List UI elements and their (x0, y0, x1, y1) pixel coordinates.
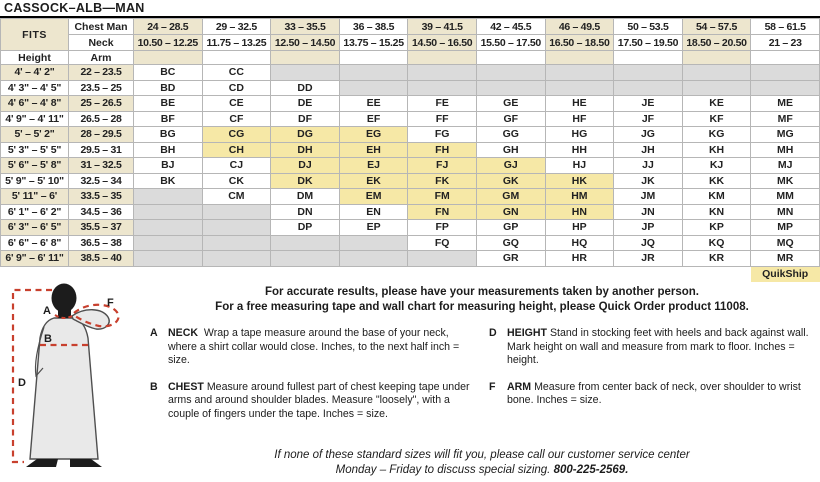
size-code-cell: MM (751, 189, 820, 205)
height-cell: 6' 9" – 6' 11" (1, 251, 69, 267)
empty-cell (202, 204, 271, 220)
empty-cell (339, 251, 408, 267)
arm-cell: 23.5 – 25 (69, 80, 134, 96)
empty-cell (682, 65, 751, 81)
size-code-cell: HQ (545, 235, 614, 251)
size-table-row (1, 173, 820, 189)
size-code-cell: DE (271, 96, 340, 112)
size-table-row (1, 96, 820, 112)
instruction-text: Wrap a tape measure around the base of your neck, where a shirt collar would close. Inches, to the next half inch = size. (168, 327, 460, 367)
size-code-cell: GN (476, 204, 545, 220)
figure-head (52, 284, 77, 313)
instruction-term: HEIGHT (507, 327, 548, 339)
instruction-letter: D (489, 327, 497, 339)
quikship-spacer-cell (476, 266, 545, 282)
size-code-cell: BJ (134, 158, 203, 174)
size-code-cell: BG (134, 127, 203, 143)
size-code-cell: EE (339, 96, 408, 112)
size-code-cell: KF (682, 111, 751, 127)
instruction-body (507, 381, 814, 408)
figure-label-d: D (18, 377, 26, 389)
size-code-cell: CE (202, 96, 271, 112)
instruction-term: ARM (507, 380, 532, 393)
size-code-cell: FF (408, 111, 477, 127)
neck-row-label: Neck (69, 35, 134, 51)
instruction-arm (489, 381, 814, 408)
neck-range-cell: 21 – 23 (751, 35, 820, 51)
size-code-cell: MN (751, 204, 820, 220)
spacer-cell (751, 51, 820, 65)
size-code-cell: DP (271, 220, 340, 236)
figure-label-a: A (43, 305, 51, 317)
footer-line-1: If none of these standard sizes will fit you, please call our customer service center (274, 448, 690, 461)
figure-label-f: F (107, 297, 114, 309)
size-code-cell: MR (751, 251, 820, 267)
chest-range-cell: 54 – 57.5 (682, 19, 751, 35)
empty-cell (682, 80, 751, 96)
instruction-body (168, 327, 475, 368)
size-code-cell: CD (202, 80, 271, 96)
empty-cell (202, 220, 271, 236)
size-code-cell: FG (408, 127, 477, 143)
size-code-cell: MQ (751, 235, 820, 251)
empty-cell (134, 220, 203, 236)
size-code-cell: EJ (339, 158, 408, 174)
figure-right-foot (70, 459, 102, 467)
height-cell: 6' 1" – 6' 2" (1, 204, 69, 220)
chest-range-cell: 42 – 45.5 (476, 19, 545, 35)
arm-cell: 31 – 32.5 (69, 158, 134, 174)
size-code-cell: MJ (751, 158, 820, 174)
empty-cell (339, 65, 408, 81)
arm-cell: 26.5 – 28 (69, 111, 134, 127)
cassock-measurement-figure (0, 283, 128, 477)
arm-cell: 25 – 26.5 (69, 96, 134, 112)
spacer-cell (476, 51, 545, 65)
arm-cell: 33.5 – 35 (69, 189, 134, 205)
size-code-cell: JH (614, 142, 683, 158)
height-cell: 5' – 5' 2" (1, 127, 69, 143)
size-code-cell: GF (476, 111, 545, 127)
size-code-cell: BH (134, 142, 203, 158)
height-cell: 4' 9" – 4' 11" (1, 111, 69, 127)
empty-cell (476, 80, 545, 96)
chest-range-cell: 39 – 41.5 (408, 19, 477, 35)
empty-cell (134, 235, 203, 251)
phone-number: 800-225-2569. (553, 463, 629, 476)
height-cell: 6' 3" – 6' 5" (1, 220, 69, 236)
size-code-cell: JG (614, 127, 683, 143)
figure-label-b: B (44, 333, 52, 345)
size-code-cell: FJ (408, 158, 477, 174)
empty-cell (751, 65, 820, 81)
size-table-row (1, 80, 820, 96)
footer-line-2 (150, 463, 814, 478)
height-cell: 5' 3" – 5' 5" (1, 142, 69, 158)
size-code-cell: JE (614, 96, 683, 112)
chest-range-cell: 50 – 53.5 (614, 19, 683, 35)
size-code-cell: FN (408, 204, 477, 220)
empty-cell (408, 65, 477, 81)
size-code-cell: DM (271, 189, 340, 205)
instruction-text: Measure around fullest part of chest keeping tape under arms and around shoulder blades. Measure "loosely", with a couple of fingers under the tape. Inches = size. (168, 380, 470, 420)
size-code-cell: JJ (614, 158, 683, 174)
fits-header-cell: FITS (1, 19, 69, 51)
size-code-cell: JM (614, 189, 683, 205)
arm-cell: 35.5 – 37 (69, 220, 134, 236)
size-code-cell: KK (682, 173, 751, 189)
instruction-text: Measure from center back of neck, over shoulder to wrist bone. Inches = size. (507, 380, 801, 407)
size-code-cell: CJ (202, 158, 271, 174)
note-line-2: For a free measuring tape and wall chart for measuring height, please Quick Order product 11008. (215, 300, 749, 313)
neck-range-cell: 15.50 – 17.50 (476, 35, 545, 51)
arm-column-header: Arm (69, 51, 134, 65)
size-code-cell: HN (545, 204, 614, 220)
footer-line-2-text: Monday – Friday to discuss special sizing. (335, 463, 551, 476)
instructions-right-column (489, 327, 814, 435)
measuring-instructions (150, 327, 814, 435)
size-code-cell: JQ (614, 235, 683, 251)
neck-range-cell: 12.50 – 14.50 (271, 35, 340, 51)
quikship-spacer-cell (69, 266, 134, 282)
empty-cell (134, 204, 203, 220)
size-code-cell: HM (545, 189, 614, 205)
size-code-cell: GP (476, 220, 545, 236)
size-code-cell: EP (339, 220, 408, 236)
size-code-cell: BK (134, 173, 203, 189)
height-column-header: Height (1, 51, 69, 65)
empty-cell (614, 80, 683, 96)
size-table-row (1, 65, 820, 81)
size-code-cell: EG (339, 127, 408, 143)
empty-cell (271, 65, 340, 81)
instruction-term: CHEST (168, 380, 204, 393)
neck-range-cell: 13.75 – 15.25 (339, 35, 408, 51)
size-code-cell: HP (545, 220, 614, 236)
empty-cell (614, 65, 683, 81)
quikship-spacer-cell (339, 266, 408, 282)
empty-cell (202, 251, 271, 267)
page-title: CASSOCK–ALB—MAN (0, 0, 820, 18)
neck-range-cell: 17.50 – 19.50 (614, 35, 683, 51)
chest-range-cell: 29 – 32.5 (202, 19, 271, 35)
quikship-spacer-cell (271, 266, 340, 282)
size-code-cell: HK (545, 173, 614, 189)
size-code-cell: JN (614, 204, 683, 220)
empty-cell (408, 251, 477, 267)
size-code-cell: MK (751, 173, 820, 189)
size-code-cell: EF (339, 111, 408, 127)
size-code-cell: KN (682, 204, 751, 220)
spacer-cell (682, 51, 751, 65)
size-code-cell: GG (476, 127, 545, 143)
size-code-cell: CG (202, 127, 271, 143)
size-code-cell: HR (545, 251, 614, 267)
height-cell: 5' 11" – 6' (1, 189, 69, 205)
size-code-cell: CK (202, 173, 271, 189)
size-code-cell: FH (408, 142, 477, 158)
arm-cell: 34.5 – 36 (69, 204, 134, 220)
size-code-cell: DN (271, 204, 340, 220)
size-code-cell: DD (271, 80, 340, 96)
accuracy-notes (150, 285, 814, 314)
instruction-body (507, 327, 814, 368)
quikship-spacer-cell (134, 266, 203, 282)
size-code-cell: HH (545, 142, 614, 158)
chest-range-cell: 33 – 35.5 (271, 19, 340, 35)
size-code-cell: KH (682, 142, 751, 158)
size-code-cell: GH (476, 142, 545, 158)
size-code-cell: KQ (682, 235, 751, 251)
size-table-row (1, 142, 820, 158)
size-code-cell: MH (751, 142, 820, 158)
height-cell: 6' 6" – 6' 8" (1, 235, 69, 251)
size-code-cell: JF (614, 111, 683, 127)
instruction-chest (150, 381, 475, 422)
arm-cell: 32.5 – 34 (69, 173, 134, 189)
size-code-cell: CM (202, 189, 271, 205)
arm-cell: 28 – 29.5 (69, 127, 134, 143)
size-code-cell: HF (545, 111, 614, 127)
neck-range-cell: 10.50 – 12.25 (134, 35, 203, 51)
size-code-cell: HG (545, 127, 614, 143)
empty-cell (202, 235, 271, 251)
size-code-cell: BD (134, 80, 203, 96)
size-code-cell: BC (134, 65, 203, 81)
size-table-row (1, 189, 820, 205)
height-cell: 4' – 4' 2" (1, 65, 69, 81)
size-table-row (1, 220, 820, 236)
empty-cell (339, 235, 408, 251)
height-cell: 4' 3" – 4' 5" (1, 80, 69, 96)
size-code-cell: DK (271, 173, 340, 189)
quikship-spacer-cell (614, 266, 683, 282)
quikship-spacer-cell (545, 266, 614, 282)
spacer-cell (202, 51, 271, 65)
size-table-row (1, 235, 820, 251)
bottom-section (0, 283, 820, 482)
size-code-cell: EM (339, 189, 408, 205)
size-code-cell: FE (408, 96, 477, 112)
height-cell: 5' 6" – 5' 8" (1, 158, 69, 174)
spacer-cell (134, 51, 203, 65)
empty-cell (134, 251, 203, 267)
empty-cell (134, 189, 203, 205)
size-code-cell: KE (682, 96, 751, 112)
arm-cell: 38.5 – 40 (69, 251, 134, 267)
size-table-row (1, 127, 820, 143)
size-code-cell: FM (408, 189, 477, 205)
neck-range-cell: 16.50 – 18.50 (545, 35, 614, 51)
spacer-cell (271, 51, 340, 65)
instruction-letter: A (150, 327, 158, 339)
size-code-cell: HJ (545, 158, 614, 174)
neck-range-cell: 14.50 – 16.50 (408, 35, 477, 51)
chest-row-label: Chest Man (69, 19, 134, 35)
quikship-spacer-cell (408, 266, 477, 282)
size-code-cell: BE (134, 96, 203, 112)
size-code-cell: BF (134, 111, 203, 127)
figure-wrap (0, 283, 150, 482)
size-code-cell: JK (614, 173, 683, 189)
chest-range-cell: 24 – 28.5 (134, 19, 203, 35)
size-code-cell: GR (476, 251, 545, 267)
size-code-cell: FQ (408, 235, 477, 251)
quikship-spacer-cell (1, 266, 69, 282)
spacer-cell (339, 51, 408, 65)
size-code-cell: KR (682, 251, 751, 267)
size-code-cell: ME (751, 96, 820, 112)
instruction-letter: B (150, 380, 158, 393)
neck-range-cell: 11.75 – 13.25 (202, 35, 271, 51)
size-code-cell: GM (476, 189, 545, 205)
size-code-cell: DJ (271, 158, 340, 174)
empty-cell (271, 251, 340, 267)
size-table-body (1, 19, 820, 283)
empty-cell (545, 80, 614, 96)
empty-cell (476, 65, 545, 81)
size-code-cell: DH (271, 142, 340, 158)
size-table-row (1, 251, 820, 267)
special-sizing-footer (150, 448, 814, 478)
size-code-cell: CC (202, 65, 271, 81)
arm-cell: 29.5 – 31 (69, 142, 134, 158)
size-table-row (1, 204, 820, 220)
size-code-cell: MP (751, 220, 820, 236)
size-code-cell: GJ (476, 158, 545, 174)
chest-range-cell: 46 – 49.5 (545, 19, 614, 35)
size-table-row (1, 158, 820, 174)
size-code-cell: DG (271, 127, 340, 143)
instruction-letter: F (489, 380, 496, 393)
size-code-cell: DF (271, 111, 340, 127)
empty-cell (339, 80, 408, 96)
size-code-cell: JR (614, 251, 683, 267)
size-code-cell: EK (339, 173, 408, 189)
empty-cell (545, 65, 614, 81)
size-code-cell: KM (682, 189, 751, 205)
empty-cell (408, 80, 477, 96)
size-code-cell: GQ (476, 235, 545, 251)
instruction-body (168, 381, 475, 422)
size-code-cell: KP (682, 220, 751, 236)
chest-range-cell: 36 – 38.5 (339, 19, 408, 35)
arm-cell: 22 – 23.5 (69, 65, 134, 81)
arm-cell: 36.5 – 38 (69, 235, 134, 251)
figure-left-foot (26, 459, 58, 467)
size-table (0, 18, 820, 282)
size-code-cell: GE (476, 96, 545, 112)
size-code-cell: KJ (682, 158, 751, 174)
instruction-text: Stand in stocking feet with heels and back against wall. Mark height on wall and measure from mark to floor. Inches = height. (507, 327, 809, 367)
size-code-cell: FK (408, 173, 477, 189)
size-code-cell: EN (339, 204, 408, 220)
neck-range-cell: 18.50 – 20.50 (682, 35, 751, 51)
note-line-1: For accurate results, please have your measurements taken by another person. (265, 286, 699, 298)
size-code-cell: HE (545, 96, 614, 112)
spacer-cell (614, 51, 683, 65)
height-cell: 4' 6" – 4' 8" (1, 96, 69, 112)
content-column (150, 283, 820, 482)
instruction-neck (150, 327, 475, 368)
size-code-cell: MF (751, 111, 820, 127)
size-code-cell: EH (339, 142, 408, 158)
size-code-cell: JP (614, 220, 683, 236)
size-code-cell: GK (476, 173, 545, 189)
size-code-cell: CH (202, 142, 271, 158)
quikship-badge: QuikShip (751, 266, 820, 282)
size-table-row (1, 111, 820, 127)
instruction-term: NECK (168, 327, 199, 339)
instruction-height (489, 327, 814, 368)
quikship-spacer-cell (202, 266, 271, 282)
spacer-cell (408, 51, 477, 65)
size-code-cell: MG (751, 127, 820, 143)
instructions-left-column (150, 327, 475, 435)
size-code-cell: FP (408, 220, 477, 236)
empty-cell (751, 80, 820, 96)
empty-cell (271, 235, 340, 251)
size-code-cell: CF (202, 111, 271, 127)
chest-range-cell: 58 – 61.5 (751, 19, 820, 35)
size-code-cell: KG (682, 127, 751, 143)
height-cell: 5' 9" – 5' 10" (1, 173, 69, 189)
quikship-spacer-cell (682, 266, 751, 282)
spacer-cell (545, 51, 614, 65)
